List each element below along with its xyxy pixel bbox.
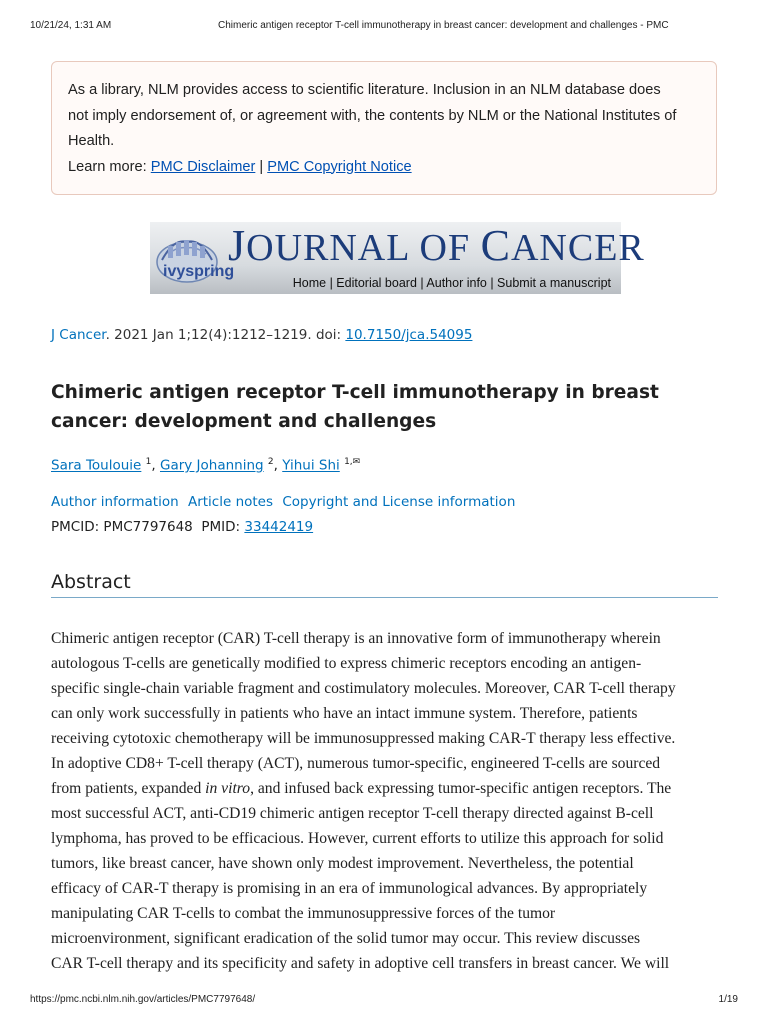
article-notes-link[interactable]: Article notes	[187, 494, 274, 510]
copyright-license-link[interactable]: Copyright and License information	[282, 494, 516, 510]
abstract-body	[51, 626, 723, 976]
journal-nav[interactable]: Home | Editorial board | Author info | Submit a manuscript	[292, 276, 611, 290]
abstract-line: can only work successfully in patients who have an intact immune system. Therefore, patients	[51, 705, 638, 722]
link-separator: |	[255, 158, 268, 175]
abstract-line: efficacy of CAR-T therapy is promising in an era of immunological advances. By appropriately	[51, 880, 648, 897]
print-header	[0, 0, 768, 31]
abstract-line: microenvironment, significant eradication of the solid tumor may occur. This review discusses	[51, 930, 641, 947]
author-link[interactable]: Yihui Shi	[282, 457, 340, 474]
doi-link[interactable]: 10.7150/jca.54095	[345, 327, 473, 343]
pmid-label: PMID:	[201, 519, 245, 535]
notice-line: not imply endorsement of, or agreement with, the contents by NLM or the National Institutes of	[68, 107, 677, 124]
ivyspring-logo-icon	[154, 232, 235, 286]
author-link[interactable]: Gary Johanning	[159, 457, 264, 474]
abstract-line: lymphoma, has proved to be efficacious. However, current efforts to utilize this approach for solid	[51, 830, 664, 847]
author-list: Sara Toulouie $^1$, Gary Johanning $^2$, Yihui Shi $^{1,✉}$	[51, 457, 361, 474]
notice-learn-more	[68, 155, 700, 181]
print-datetime: 10/21/24, 1:31 AM	[30, 20, 112, 31]
abstract-line: tumors, like breast cancer, have shown only modest improvement. Nevertheless, the potential	[51, 855, 634, 872]
journal-link[interactable]: J Cancer	[51, 327, 106, 343]
pmid-link[interactable]: 33442419	[244, 519, 314, 535]
pmcid: PMCID: PMC7797648	[51, 519, 193, 535]
pmc-disclaimer-link[interactable]: PMC Disclaimer	[150, 158, 256, 175]
abstract-line: Chimeric antigen receptor (CAR) T-cell therapy is an innovative form of immunotherapy wherein	[51, 630, 661, 647]
nlm-notice	[51, 61, 717, 195]
author-affiliation: 1	[145, 457, 152, 467]
print-page-title: Chimeric antigen receptor T-cell immunotherapy in breast cancer: development and challenges - PMC	[218, 20, 669, 31]
notice-line: Health.	[68, 133, 115, 149]
abstract-text: , and infused back expressing tumor-specific antigen receptors. The	[250, 780, 672, 797]
pmc-copyright-link[interactable]: PMC Copyright Notice	[267, 158, 412, 175]
article-ids	[51, 518, 313, 536]
print-url: https://pmc.ncbi.nlm.nih.gov/articles/PMC7797648/	[30, 994, 256, 1005]
abstract-line: autologous T-cells are genetically modified to express chimeric receptors encoding an antigen-	[51, 655, 642, 672]
abstract-italic: in vitro	[205, 780, 251, 797]
learn-more-label: Learn more:	[68, 158, 151, 175]
abstract-line: specific single-chain variable fragment and costimulatory molecules. Moreover, CAR T-cell therapy	[51, 680, 676, 697]
abstract-line: most successful ACT, anti-CD19 chimeric antigen receptor T-cell therapy directed against B-cell	[51, 805, 654, 822]
journal-banner[interactable]	[150, 221, 645, 294]
abstract-text: from patients, expanded	[51, 780, 206, 797]
journal-title-initial: J	[228, 221, 247, 270]
author-information-link[interactable]: Author information	[51, 494, 179, 510]
logo-lettering: ivyspring	[163, 263, 235, 280]
author-link[interactable]: Sara Toulouie	[51, 457, 142, 474]
author-affiliation: 2	[267, 457, 274, 467]
abstract-heading: Abstract	[51, 571, 718, 598]
author-affiliation: 1,✉	[344, 457, 361, 467]
print-page-number: 1/19	[718, 994, 738, 1005]
abstract-line	[51, 776, 723, 801]
citation	[51, 326, 472, 344]
abstract-line: receiving cytotoxic chemotherapy will be immunosuppressed making CAR-T therapy less effective.	[51, 730, 676, 747]
journal-title-initial: C	[480, 221, 511, 270]
journal-title-part: ANCER	[510, 227, 645, 269]
abstract-line: manipulating CAR T-cells to combat the immunosuppressive forces of the tumor	[51, 905, 556, 922]
abstract-line: CAR T-cell therapy and its specificity and safety in adoptive cell transfers in breast cancer. We will	[51, 955, 670, 972]
journal-title-part: OURNAL OF	[246, 227, 481, 269]
citation-details: . 2021 Jan 1;12(4):1212–1219. doi:	[105, 327, 346, 343]
journal-title	[228, 221, 645, 270]
notice-line: As a library, NLM provides access to scientific literature. Inclusion in an NLM database does	[68, 82, 661, 98]
abstract-line: In adoptive CD8+ T-cell therapy (ACT), numerous tumor-specific, engineered T-cells are sourced	[51, 755, 661, 772]
article-title: Chimeric antigen receptor T-cell immunotherapy in breast cancer: development and challenges	[51, 382, 659, 432]
article-info-links	[51, 493, 520, 511]
print-footer	[0, 994, 768, 1008]
